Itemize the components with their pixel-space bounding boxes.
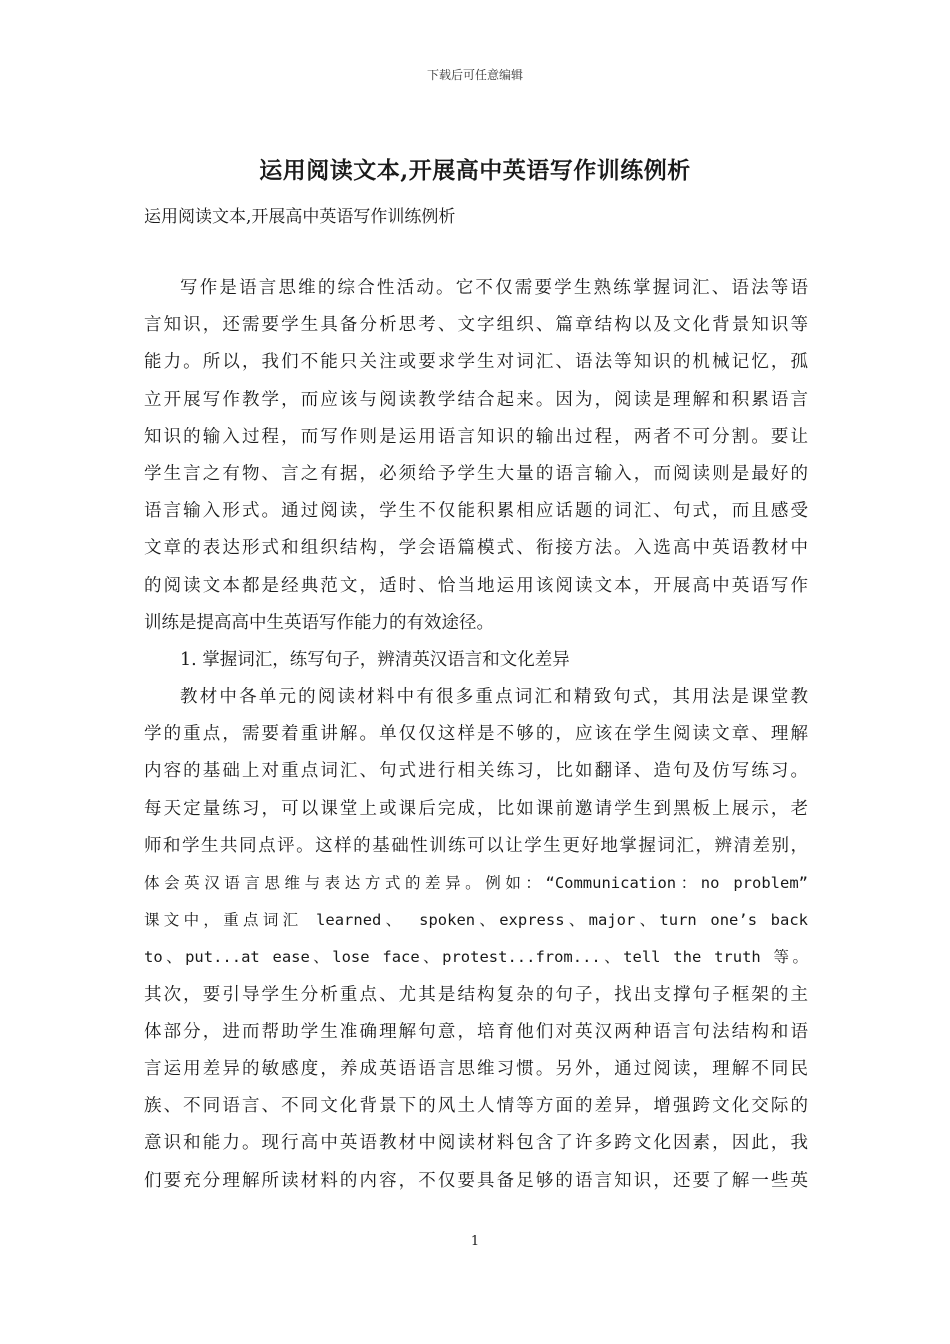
document-body <box>144 270 808 1200</box>
paragraph-line: 族、不同语言、不同文化背景下的风土人情等方面的差异，增强跨文化交际的 <box>144 1096 808 1117</box>
paragraph-line: 学的重点，需要着重讲解。单仅仅这样是不够的，应该在学生阅读文章、理解 <box>144 724 808 745</box>
paragraph-line: 语言输入形式。通过阅读，学生不仅能积累相应话题的词汇、句式，而且感受 <box>144 501 808 522</box>
paragraph-line: 每天定量练习，可以课堂上或课后完成，比如课前邀请学生到黑板上展示，老 <box>144 798 808 819</box>
paragraph-line: 意识和能力。现行高中英语教材中阅读材料包含了许多跨文化因素，因此，我 <box>144 1133 808 1154</box>
paragraph-line: 体部分，进而帮助学生准确理解句意，培育他们对英汉两种语言句法结构和语 <box>144 1021 808 1042</box>
paragraph-line: 内容的基础上对重点词汇、句式进行相关练习，比如翻译、造句及仿写练习。 <box>144 761 808 782</box>
paragraph-line: 课文中，重点词汇 learned、 spoken、express、major、turn one’s back <box>144 911 808 930</box>
paragraph-line: 训练是提高高中生英语写作能力的有效途径。 <box>144 612 494 633</box>
paragraph-line: 言知识，还需要学生具备分析思考、文字组织、篇章结构以及文化背景知识等 <box>144 315 808 336</box>
document-title: 运用阅读文本,开展高中英语写作训练例析 <box>259 157 691 184</box>
paragraph-line: 文章的表达形式和组织结构，学会语篇模式、衔接方法。入选高中英语教材中 <box>144 538 808 559</box>
document-subtitle: 运用阅读文本,开展高中英语写作训练例析 <box>144 207 456 227</box>
paragraph-line: 知识的输入过程，而写作则是运用语言知识的输出过程，两者不可分割。要让 <box>144 426 808 447</box>
paragraph-line: 学生言之有物、言之有据，必须给予学生大量的语言输入，而阅读则是最好的 <box>144 463 808 484</box>
paragraph-line: 师和学生共同点评。这样的基础性训练可以让学生更好地掌握词汇，辨清差别， <box>144 835 808 856</box>
paragraph-line: 们要充分理解所读材料的内容，不仅要具备足够的语言知识，还要了解一些英 <box>144 1170 808 1191</box>
paragraph-line: 的阅读文本都是经典范文，适时、恰当地运用该阅读文本，开展高中英语写作 <box>144 575 808 596</box>
paragraph-line: 立开展写作教学，而应该与阅读教学结合起来。因为，阅读是理解和积累语言 <box>144 389 808 410</box>
paragraph-line: 言运用差异的敏感度，养成英语语言思维习惯。另外，通过阅读，理解不同民 <box>144 1058 808 1079</box>
paragraph-line: 能力。所以，我们不能只关注或要求学生对词汇、语法等知识的机械记忆，孤 <box>144 352 808 373</box>
header-note: 下载后可任意编辑 <box>426 68 523 82</box>
paragraph-line: 写作是语言思维的综合性活动。它不仅需要学生熟练掌握词汇、语法等语 <box>180 278 808 298</box>
section-heading: 1. 掌握词汇，练写句子，辨清英汉语言和文化差异 <box>180 649 570 670</box>
paragraph-line: 其次，要引导学生分析重点、尤其是结构复杂的句子，找出支撑句子框架的主 <box>144 984 808 1005</box>
paragraph-line: 体会英汉语言思维与表达方式的差异。例如：“Communication：no problem” <box>144 874 808 892</box>
paragraph-line: 教材中各单元的阅读材料中有很多重点词汇和精致句式，其用法是课堂教 <box>180 687 808 708</box>
page-number: 1 <box>470 1234 480 1249</box>
paragraph-line: to、put...at ease、lose face、protest...from...、tell the truth 等。 <box>144 948 808 967</box>
